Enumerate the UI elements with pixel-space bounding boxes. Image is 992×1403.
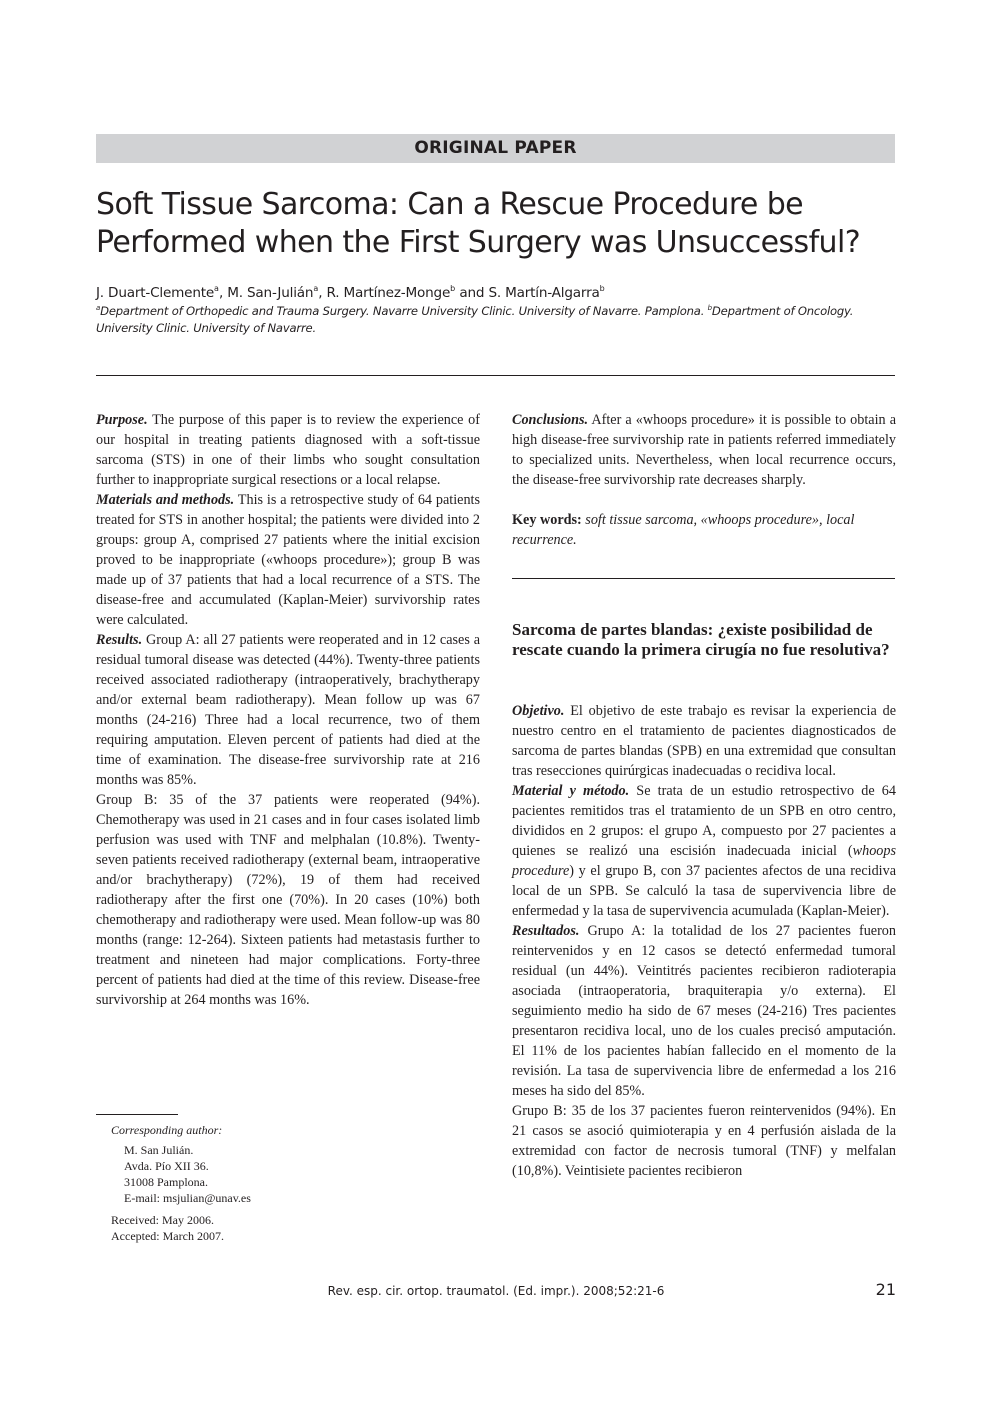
author: J. Duart-Clemente$^a$,: [96, 284, 228, 301]
address-city: 31008 Pamplona.: [124, 1175, 208, 1189]
keywords-divider: [512, 578, 895, 579]
corresponding-heading: Corresponding author:: [111, 1123, 223, 1137]
resumen-grupo-b: Grupo B: 35 de los 37 pacientes fueron reintervenidos (94%). En 21 casos se asoció quimioterapia y en 4 perfusión aislada de la extremidad con factor de necrosis tumoral (TNF) y melfalan (10,8%). Veintisiete pacientes recibieron: [512, 1103, 896, 1179]
spanish-title: Sarcoma de partes blandas: ¿existe posibilidad de rescate cuando la primera cirugía no fue resolutiva?: [512, 620, 890, 659]
resumen-objetivo: Objetivo. El objetivo de este trabajo es revisar la experiencia de nuestro centro en el tratamiento de pacientes diagnosticados de sarcoma de partes blandas (SPB) en una extremidad que consultan tras resecciones quirúrgicas inadecuadas o recidiva local.: [512, 703, 896, 779]
affiliation-line-2: University Clinic. University of Navarre.: [96, 321, 316, 335]
keywords: Key words: soft tissue sarcoma, «whoops procedure», local recurrence.: [512, 512, 855, 548]
address-street: Avda. Pío XII 36.: [124, 1159, 209, 1173]
author: S. Martín-Algarra$^b$: [488, 284, 605, 301]
footnote-rule: [96, 1114, 178, 1115]
author: M. San-Julián$^a$,: [227, 284, 327, 301]
title-line-1: Soft Tissue Sarcoma: Can a Rescue Procedure be: [96, 187, 803, 222]
affiliation-line-1: $^a$Department of Orthopedic and Trauma Surgery. Navarre University Clinic. University of Navarre. Pamplona. $^b$Department of Oncology.: [96, 304, 854, 318]
author-name: M. San Julián.: [124, 1143, 194, 1157]
article-title: [96, 186, 916, 262]
abstract-methods: Materials and methods. This is a retrospective study of 64 patients treated for STS in another hospital; the patients were divided into 2 groups: group A, comprised 27 patients where the initial excision proved to be inappropriate («whoops procedure»); group B was made up of 37 patients that had a local recurrence of a STS. The disease-free and accumulated (Kaplan-Meier) survivorship rates were calculated.: [96, 492, 480, 628]
resumen-metodo: Material y método. Se trata de un estudio retrospectivo de 64 pacientes remitidos tras el tratamiento de un SPB en otro centro, divididos en 2 grupos: el grupo A, compuesto por 27 pacientes a quienes se realizó una escisión inadecuada inicial (whoops procedure) y el grupo B, con 37 pacientes afectos de una recidiva local de un SPB. Se calculó la tasa de supervivencia libre de enfermedad y la tasa de supervivencia acumulada (Kaplan-Meier).: [512, 783, 896, 919]
abstract-english: [96, 410, 480, 1010]
section-banner: ORIGINAL PAPER: [96, 134, 895, 163]
abstract-conclusions: Conclusions. After a «whoops procedure» it is possible to obtain a high disease-free survivorship rate in patients referred immediately to specialized units. Nevertheless, when local recurrence occurs, the disease-free survivorship rate decreases sharply.: [512, 412, 896, 488]
header-divider: [96, 375, 895, 376]
abstract-purpose: Purpose. The purpose of this paper is to review the experience of our hospital in treating patients diagnosed with a soft-tissue sarcoma (STS) in one of their limbs who sought consultation further to inappropriate surgical resections or a local relapse.: [96, 412, 480, 488]
abstract-spanish: [512, 701, 896, 1181]
title-line-2: Performed when the First Surgery was Unsuccessful?: [96, 225, 861, 260]
author-list: [96, 280, 896, 302]
resumen-resultados: Resultados. Grupo A: la totalidad de los 27 pacientes fueron reintervenidos y en 12 casos se detectó enfermedad tumoral residual (un 44%). Veintitrés pacientes recibieron radioterapia asociada (intraoperatoria, braquiterapia y/o externa). El seguimiento medio ha sido de 67 meses (24-216) Tres pacientes presentaron recidiva local, uno de los cuales precisó amputación. El 11% de los pacientes habían fallecido en el momento de la revisión. La tasa de supervivencia libre de enfermedad a los 216 meses ha sido del 85%.: [512, 923, 896, 1099]
abstract-results: Results. Group A: all 27 patients were reoperated and in 12 cases a residual tumoral disease was detected (44%). Twenty-three patients received associated radiotherapy (intraoperatively, brachytherapy and/or external beam radiotherapy). Mean follow up was 67 months (24-216) Three had a local recurrence, two of them requiring amputation. Eleven percent of patients had died at the time of examination. The disease-free survivorship rate at 216 months was 85%.: [96, 632, 480, 788]
abstract-results-group-b: Group B: 35 of the 37 patients were reoperated (94%). Chemotherapy was used in 21 cases and in four cases isolated limb perfusion was used with TNF and melphalan (10.8%). Twenty-seven patients received radiotherapy (external beam, intraoperative and/or brachytherapy) (72%), 19 of them had received radiotherapy after the first one (70%). In 20 cases (10%) both chemotherapy and radiotherapy were used. Mean follow-up was 80 months (range: 12-264). Sixteen patients had metastasis further to treatment and nineteen had major complications. Forty-three percent of patients had died at the time of this review. Disease-free survivorship at 264 months was 16%.: [96, 792, 480, 1008]
affiliations: [96, 300, 896, 337]
received-date: Received: May 2006.: [111, 1213, 214, 1227]
corresponding-author: [111, 1122, 471, 1244]
journal-citation: Rev. esp. cir. ortop. traumatol. (Ed. impr.). 2008;52:21-6: [327, 1284, 665, 1298]
accepted-date: Accepted: March 2007.: [111, 1229, 224, 1243]
author-email: E-mail: msjulian@unav.es: [124, 1191, 251, 1205]
abstract-conclusions-block: [512, 410, 896, 550]
author: R. Martínez-Monge$^b$ and: [326, 284, 489, 301]
page-number: 21: [875, 1280, 896, 1299]
